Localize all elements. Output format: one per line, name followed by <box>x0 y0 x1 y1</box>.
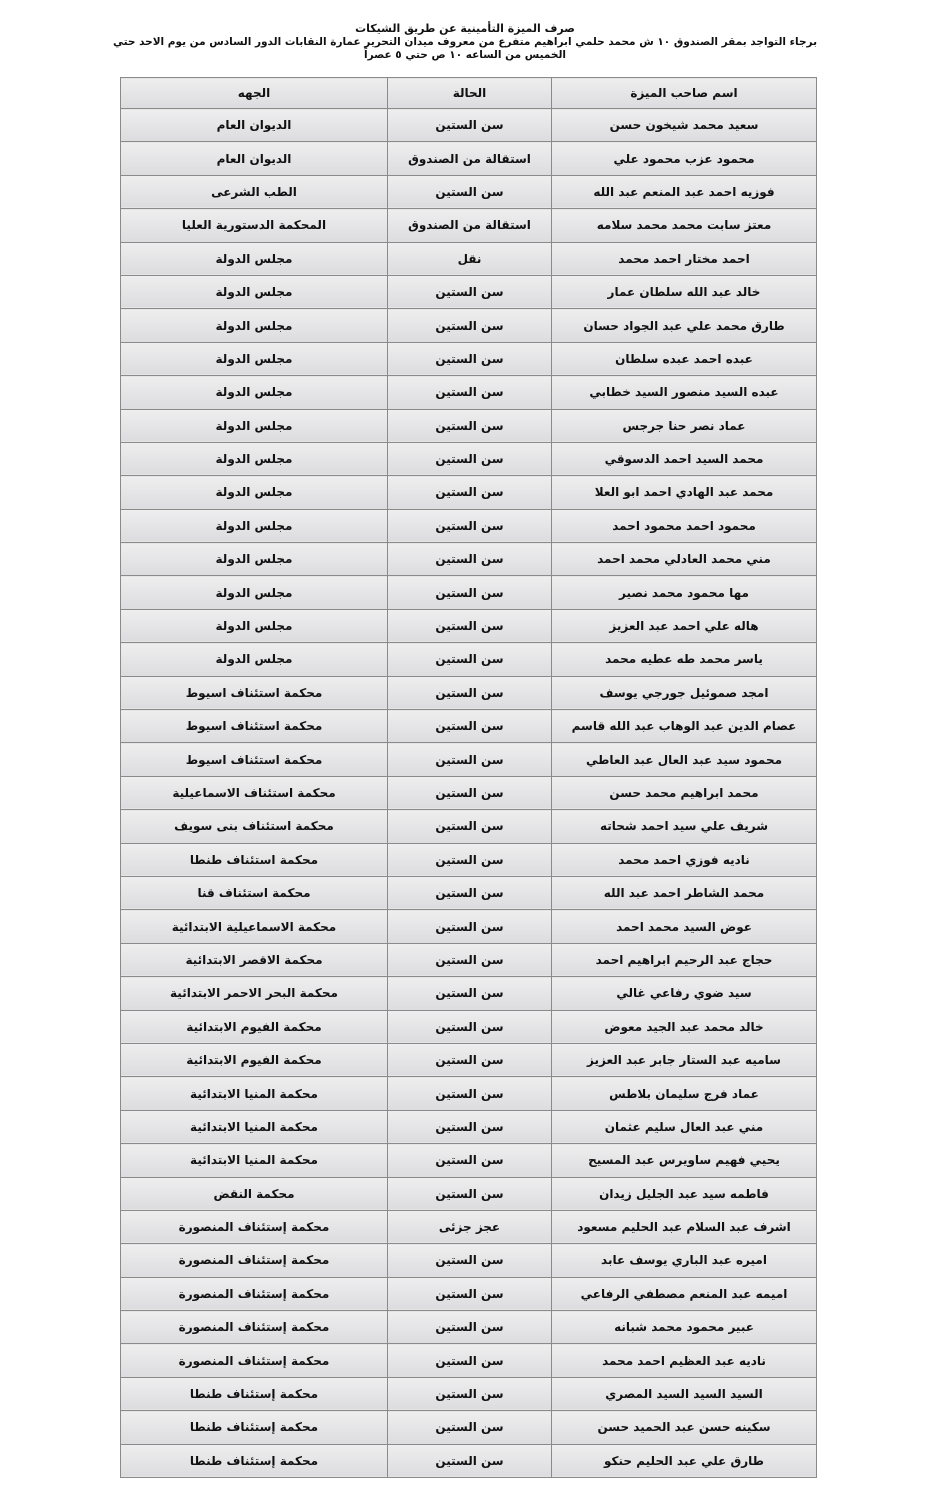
table-row <box>121 1144 817 1177</box>
table-row <box>121 1210 817 1243</box>
document-subtitle: برجاء التواجد بمقر الصندوق ١٠ ش محمد حلمي ابراهيم متفرع من معروف ميدان التحرير عمارة النقابات الدور السادس من يوم الاحد حتي الخميس من الساعه ١٠ ص حتي ٥ عصراً <box>112 36 818 61</box>
cell-entity: المحكمة الدستورية العليا <box>121 209 388 242</box>
cell-status: سن الستين <box>388 1377 552 1410</box>
cell-status: سن الستين <box>388 309 552 342</box>
cell-entity: محكمة استئناف طنطا <box>121 843 388 876</box>
cell-name: عبده احمد عبده سلطان <box>552 342 817 375</box>
cell-status: سن الستين <box>388 910 552 943</box>
cell-name: امجد صموئيل جورجي يوسف <box>552 676 817 709</box>
column-header-status: الحالة <box>388 78 552 109</box>
cell-entity: محكمة استئناف اسيوط <box>121 710 388 743</box>
cell-entity: مجلس الدولة <box>121 242 388 275</box>
cell-entity: مجلس الدولة <box>121 409 388 442</box>
table-row <box>121 776 817 809</box>
cell-entity: محكمة إستئناف المنصورة <box>121 1311 388 1344</box>
cell-status: سن الستين <box>388 676 552 709</box>
table-row <box>121 1244 817 1277</box>
document-title: صرف الميزة التأمينية عن طريق الشيكات <box>355 22 575 35</box>
cell-status: سن الستين <box>388 1444 552 1477</box>
cell-name: اميمه عبد المنعم مصطفي الرفاعي <box>552 1277 817 1310</box>
cell-status: سن الستين <box>388 643 552 676</box>
cell-status: سن الستين <box>388 609 552 642</box>
cell-entity: محكمة استئناف الاسماعيلية <box>121 776 388 809</box>
cell-name: يحيي فهيم ساويرس عبد المسيح <box>552 1144 817 1177</box>
table-row <box>121 109 817 142</box>
beneficiaries-table <box>120 77 817 1478</box>
cell-name: محمد السيد احمد الدسوقي <box>552 442 817 475</box>
cell-name: هاله علي احمد عبد العزيز <box>552 609 817 642</box>
cell-status: سن الستين <box>388 743 552 776</box>
cell-status: سن الستين <box>388 1411 552 1444</box>
table-row <box>121 843 817 876</box>
cell-status: استقالة من الصندوق <box>388 209 552 242</box>
cell-status: سن الستين <box>388 409 552 442</box>
cell-entity: مجلس الدولة <box>121 342 388 375</box>
cell-status: سن الستين <box>388 342 552 375</box>
cell-name: ناديه عبد العظيم احمد محمد <box>552 1344 817 1377</box>
cell-status: سن الستين <box>388 943 552 976</box>
table-row <box>121 1444 817 1477</box>
cell-status: سن الستين <box>388 810 552 843</box>
cell-status: سن الستين <box>388 576 552 609</box>
cell-status: سن الستين <box>388 543 552 576</box>
cell-entity: محكمة النقض <box>121 1177 388 1210</box>
cell-name: حجاج عبد الرحيم ابراهيم احمد <box>552 943 817 976</box>
cell-name: احمد مختار احمد محمد <box>552 242 817 275</box>
cell-name: فوزيه احمد عبد المنعم عبد الله <box>552 175 817 208</box>
table-row <box>121 910 817 943</box>
cell-status: عجز جزئى <box>388 1210 552 1243</box>
table-row <box>121 943 817 976</box>
cell-entity: محكمة استئناف اسيوط <box>121 676 388 709</box>
cell-name: مها محمود محمد نصير <box>552 576 817 609</box>
cell-name: فاطمه سيد عبد الجليل زيدان <box>552 1177 817 1210</box>
table-row <box>121 175 817 208</box>
cell-entity: محكمة إستئناف طنطا <box>121 1411 388 1444</box>
cell-entity: مجلس الدولة <box>121 609 388 642</box>
cell-entity: محكمة استئناف قنا <box>121 876 388 909</box>
cell-entity: محكمة البحر الاحمر الابتدائية <box>121 977 388 1010</box>
cell-entity: مجلس الدولة <box>121 309 388 342</box>
cell-name: محمد ابراهيم محمد حسن <box>552 776 817 809</box>
cell-status: سن الستين <box>388 776 552 809</box>
table-row <box>121 1077 817 1110</box>
cell-entity: محكمة إستئناف طنطا <box>121 1444 388 1477</box>
cell-entity: مجلس الدولة <box>121 643 388 676</box>
cell-entity: محكمة استئناف بنى سويف <box>121 810 388 843</box>
column-header-entity: الجهه <box>121 78 388 109</box>
cell-name: محمد عبد الهادي احمد ابو العلا <box>552 476 817 509</box>
table-row <box>121 1411 817 1444</box>
table-row <box>121 609 817 642</box>
cell-entity: محكمة الاسماعيلية الابتدائية <box>121 910 388 943</box>
table-row <box>121 810 817 843</box>
cell-status: سن الستين <box>388 275 552 308</box>
cell-name: السيد السيد السيد المصري <box>552 1377 817 1410</box>
cell-name: عماد فرج سليمان بلاطس <box>552 1077 817 1110</box>
cell-name: خالد محمد عبد الجيد معوض <box>552 1010 817 1043</box>
column-header-name: اسم صاحب الميزة <box>552 78 817 109</box>
table-header-row <box>121 78 817 109</box>
cell-name: سكينه حسن عبد الحميد حسن <box>552 1411 817 1444</box>
cell-name: ياسر محمد طه عطيه محمد <box>552 643 817 676</box>
table-row <box>121 1311 817 1344</box>
document-header <box>100 22 830 62</box>
cell-name: محمود احمد محمود احمد <box>552 509 817 542</box>
table-row <box>121 342 817 375</box>
cell-name: محمد الشاطر احمد عبد الله <box>552 876 817 909</box>
cell-name: اشرف عبد السلام عبد الحليم مسعود <box>552 1210 817 1243</box>
cell-status: سن الستين <box>388 1043 552 1076</box>
cell-entity: محكمة إستئناف المنصورة <box>121 1244 388 1277</box>
table-row <box>121 309 817 342</box>
cell-name: سيد ضوي رفاعي غالي <box>552 977 817 1010</box>
table-row <box>121 977 817 1010</box>
table-row <box>121 643 817 676</box>
cell-status: سن الستين <box>388 175 552 208</box>
cell-name: محمود سيد عبد العال عبد العاطي <box>552 743 817 776</box>
cell-status: سن الستين <box>388 1344 552 1377</box>
cell-entity: محكمة المنيا الابتدائية <box>121 1110 388 1143</box>
corner-stamp <box>754 0 824 8</box>
cell-name: طارق محمد علي عبد الجواد حسان <box>552 309 817 342</box>
table-row <box>121 442 817 475</box>
cell-entity: محكمة استئناف اسيوط <box>121 743 388 776</box>
table-row <box>121 509 817 542</box>
cell-entity: محكمة الفيوم الابتدائية <box>121 1010 388 1043</box>
table-row <box>121 876 817 909</box>
cell-entity: الديوان العام <box>121 142 388 175</box>
cell-status: سن الستين <box>388 1311 552 1344</box>
cell-status: سن الستين <box>388 1177 552 1210</box>
cell-name: عماد نصر حنا جرجس <box>552 409 817 442</box>
cell-entity: محكمة إستئناف المنصورة <box>121 1210 388 1243</box>
cell-name: سعيد محمد شيخون حسن <box>552 109 817 142</box>
cell-entity: الديوان العام <box>121 109 388 142</box>
table-row <box>121 743 817 776</box>
cell-entity: محكمة الفيوم الابتدائية <box>121 1043 388 1076</box>
table-row <box>121 275 817 308</box>
cell-entity: مجلس الدولة <box>121 442 388 475</box>
cell-status: سن الستين <box>388 1110 552 1143</box>
cell-status: سن الستين <box>388 442 552 475</box>
table-row <box>121 576 817 609</box>
cell-status: سن الستين <box>388 1144 552 1177</box>
cell-name: عصام الدين عبد الوهاب عبد الله قاسم <box>552 710 817 743</box>
cell-entity: مجلس الدولة <box>121 476 388 509</box>
cell-entity: محكمة إستئناف المنصورة <box>121 1344 388 1377</box>
cell-status: سن الستين <box>388 109 552 142</box>
cell-status: سن الستين <box>388 710 552 743</box>
table-row <box>121 543 817 576</box>
table-row <box>121 376 817 409</box>
table-row <box>121 409 817 442</box>
table-row <box>121 1177 817 1210</box>
cell-name: معتز سابت محمد محمد سلامه <box>552 209 817 242</box>
cell-entity: محكمة المنيا الابتدائية <box>121 1077 388 1110</box>
table-row <box>121 1344 817 1377</box>
cell-status: استقالة من الصندوق <box>388 142 552 175</box>
table-body <box>121 109 817 1478</box>
cell-name: مني عبد العال سليم عثمان <box>552 1110 817 1143</box>
table-row <box>121 710 817 743</box>
cell-name: طارق علي عبد الحليم حنكو <box>552 1444 817 1477</box>
table-row <box>121 1277 817 1310</box>
cell-name: اميره عبد الباري يوسف عابد <box>552 1244 817 1277</box>
table-row <box>121 1010 817 1043</box>
cell-name: ناديه فوزي احمد محمد <box>552 843 817 876</box>
table-row <box>121 1110 817 1143</box>
table-row <box>121 1043 817 1076</box>
cell-entity: محكمة الاقصر الابتدائية <box>121 943 388 976</box>
table-row <box>121 476 817 509</box>
cell-entity: مجلس الدولة <box>121 576 388 609</box>
cell-status: سن الستين <box>388 476 552 509</box>
cell-status: سن الستين <box>388 1010 552 1043</box>
table-row <box>121 676 817 709</box>
cell-name: محمود عزب محمود علي <box>552 142 817 175</box>
cell-name: عبده السيد منصور السيد خطابي <box>552 376 817 409</box>
cell-entity: مجلس الدولة <box>121 376 388 409</box>
cell-entity: محكمة المنيا الابتدائية <box>121 1144 388 1177</box>
table-row <box>121 142 817 175</box>
cell-status: سن الستين <box>388 843 552 876</box>
table-row <box>121 242 817 275</box>
beneficiaries-table-container <box>120 77 816 1478</box>
cell-name: مني محمد العادلي محمد احمد <box>552 543 817 576</box>
cell-entity: محكمة إستئناف طنطا <box>121 1377 388 1410</box>
cell-status: سن الستين <box>388 977 552 1010</box>
cell-name: عوض السيد محمد احمد <box>552 910 817 943</box>
cell-name: عبير محمود محمد شبانه <box>552 1311 817 1344</box>
cell-name: خالد عبد الله سلطان عمار <box>552 275 817 308</box>
cell-name: شريف علي سيد احمد شحاته <box>552 810 817 843</box>
cell-name: ساميه عبد الستار جابر عبد العزيز <box>552 1043 817 1076</box>
cell-status: نقل <box>388 242 552 275</box>
cell-entity: الطب الشرعى <box>121 175 388 208</box>
cell-status: سن الستين <box>388 1244 552 1277</box>
table-row <box>121 1377 817 1410</box>
cell-status: سن الستين <box>388 1277 552 1310</box>
cell-status: سن الستين <box>388 509 552 542</box>
cell-status: سن الستين <box>388 376 552 409</box>
cell-entity: مجلس الدولة <box>121 275 388 308</box>
cell-status: سن الستين <box>388 876 552 909</box>
cell-status: سن الستين <box>388 1077 552 1110</box>
cell-entity: مجلس الدولة <box>121 543 388 576</box>
cell-entity: محكمة إستئناف المنصورة <box>121 1277 388 1310</box>
cell-entity: مجلس الدولة <box>121 509 388 542</box>
table-row <box>121 209 817 242</box>
